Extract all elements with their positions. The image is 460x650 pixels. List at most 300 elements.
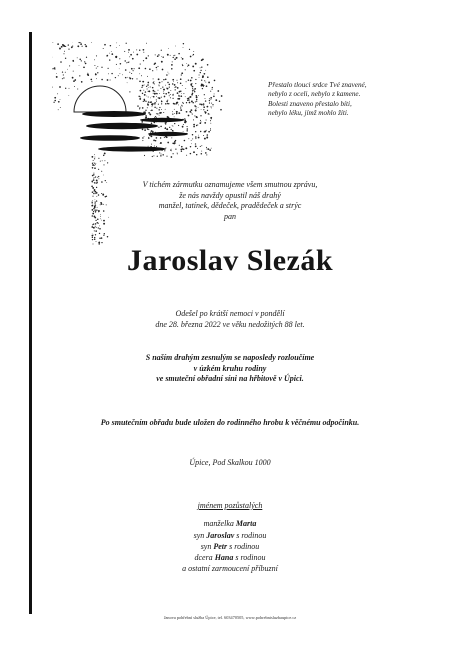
ink-speck bbox=[143, 99, 145, 101]
ink-speck bbox=[181, 151, 182, 152]
ink-speck bbox=[192, 134, 193, 135]
ink-speck bbox=[192, 86, 194, 88]
ink-speck bbox=[95, 223, 97, 225]
survivor-name: Marta bbox=[235, 519, 257, 529]
ink-speck bbox=[195, 109, 197, 111]
ink-speck bbox=[93, 174, 94, 175]
ink-speck bbox=[198, 135, 199, 136]
ink-speck bbox=[163, 79, 164, 80]
ink-speck bbox=[196, 117, 198, 119]
ink-speck bbox=[161, 103, 162, 104]
ink-speck bbox=[56, 73, 57, 74]
ink-speck bbox=[128, 52, 129, 53]
ink-speck bbox=[54, 97, 56, 99]
ink-speck bbox=[190, 56, 192, 58]
ink-speck bbox=[151, 144, 152, 145]
ink-speck bbox=[140, 64, 141, 65]
ink-speck bbox=[142, 137, 143, 138]
ink-speck bbox=[195, 146, 196, 147]
ink-speck bbox=[155, 116, 156, 117]
ink-speck bbox=[193, 151, 195, 153]
ink-speck bbox=[116, 43, 117, 44]
ink-speck bbox=[145, 110, 146, 111]
ink-speck bbox=[103, 235, 104, 236]
ink-speck bbox=[69, 88, 70, 89]
ink-speck bbox=[209, 98, 210, 99]
ink-speck bbox=[192, 83, 193, 84]
ink-speck bbox=[92, 239, 93, 240]
ink-speck bbox=[189, 102, 191, 104]
ink-speck bbox=[85, 63, 87, 65]
ink-speck bbox=[211, 148, 212, 149]
ink-speck bbox=[214, 93, 215, 94]
intro-line: pan bbox=[224, 211, 236, 221]
ink-speck bbox=[96, 78, 97, 79]
ink-speck bbox=[107, 79, 109, 81]
ink-speck bbox=[152, 156, 153, 157]
ink-speck bbox=[189, 111, 191, 113]
ink-speck bbox=[204, 138, 206, 140]
ink-speck bbox=[148, 112, 150, 114]
ink-speck bbox=[158, 90, 159, 91]
ink-speck bbox=[177, 153, 178, 154]
ink-speck bbox=[205, 100, 206, 101]
ink-speck bbox=[165, 124, 166, 125]
ink-speck bbox=[150, 86, 151, 87]
ink-speck bbox=[132, 58, 134, 60]
ink-speck bbox=[115, 56, 116, 57]
ink-speck bbox=[98, 158, 99, 159]
ink-speck bbox=[177, 87, 179, 89]
ink-speck bbox=[168, 48, 169, 49]
ink-speck bbox=[186, 81, 187, 82]
ink-speck bbox=[172, 111, 173, 112]
ink-speck bbox=[110, 45, 111, 46]
ink-speck bbox=[208, 81, 210, 83]
ink-speck bbox=[129, 72, 130, 73]
ink-speck bbox=[109, 59, 110, 60]
ink-speck bbox=[207, 106, 209, 108]
ink-speck bbox=[145, 117, 147, 119]
ink-speck bbox=[81, 81, 83, 83]
ink-speck bbox=[107, 236, 108, 237]
ink-speck bbox=[153, 96, 155, 98]
ink-speck bbox=[103, 48, 104, 49]
survivor-name: Petr bbox=[213, 541, 228, 551]
ink-speck bbox=[156, 101, 157, 102]
ink-speck bbox=[174, 141, 176, 143]
ink-speck bbox=[159, 152, 160, 153]
ink-speck bbox=[63, 77, 64, 78]
ink-speck bbox=[65, 72, 66, 73]
ink-speck bbox=[92, 163, 93, 164]
ink-speck bbox=[173, 94, 174, 95]
ink-speck bbox=[170, 55, 171, 56]
ink-speck bbox=[178, 125, 179, 126]
ink-speck bbox=[128, 49, 130, 51]
ink-speck bbox=[190, 153, 191, 154]
ink-speck bbox=[139, 107, 140, 108]
ink-speck bbox=[98, 223, 99, 224]
ink-speck bbox=[155, 140, 156, 141]
ink-speck bbox=[181, 72, 183, 74]
ink-speck bbox=[100, 161, 101, 162]
ink-speck bbox=[205, 130, 207, 132]
ink-speck bbox=[52, 42, 53, 43]
ink-speck bbox=[146, 96, 147, 97]
ink-speck bbox=[163, 112, 164, 113]
ink-speck bbox=[157, 66, 158, 67]
ink-speck bbox=[162, 86, 163, 87]
ink-speck bbox=[208, 148, 210, 150]
ink-speck bbox=[94, 158, 95, 159]
ink-speck bbox=[195, 136, 197, 138]
ink-speck bbox=[93, 223, 94, 224]
ink-speck bbox=[160, 143, 161, 144]
ink-speck bbox=[188, 98, 190, 100]
ink-speck bbox=[92, 167, 94, 169]
ink-speck bbox=[144, 84, 145, 85]
ink-speck bbox=[166, 128, 168, 130]
ink-speck bbox=[176, 57, 178, 59]
ink-speck bbox=[178, 104, 179, 105]
ink-speck bbox=[193, 70, 195, 72]
ink-speck bbox=[146, 86, 147, 87]
ink-speck bbox=[181, 93, 182, 94]
ink-speck bbox=[200, 72, 201, 73]
ink-speck bbox=[203, 105, 204, 106]
ink-speck bbox=[195, 63, 197, 65]
ink-speck bbox=[147, 89, 148, 90]
ink-speck bbox=[195, 143, 196, 144]
ink-speck bbox=[125, 69, 127, 71]
ink-speck bbox=[201, 145, 202, 146]
ink-speck bbox=[92, 164, 94, 166]
ink-speck bbox=[152, 87, 154, 89]
suffix: s rodinou bbox=[233, 553, 266, 563]
ink-speck bbox=[204, 73, 206, 75]
suffix: s rodinou bbox=[234, 530, 267, 540]
ink-speck bbox=[192, 90, 193, 91]
farewell-line: v úzkém kruhu rodiny bbox=[193, 363, 267, 373]
ink-speck bbox=[108, 68, 109, 69]
ink-speck bbox=[77, 57, 78, 58]
ink-speck bbox=[211, 103, 212, 104]
ink-speck bbox=[195, 79, 196, 80]
ink-speck bbox=[127, 77, 128, 78]
ink-speck bbox=[182, 102, 183, 103]
ink-speck bbox=[195, 101, 196, 102]
ink-speck bbox=[211, 108, 212, 109]
ink-speck bbox=[153, 78, 154, 79]
ink-speck bbox=[196, 154, 197, 155]
ink-speck bbox=[183, 149, 185, 151]
ink-speck bbox=[99, 226, 100, 227]
intro-line: že nás navždy opustil náš drahý bbox=[179, 190, 281, 200]
ink-speck bbox=[194, 115, 195, 116]
ink-speck bbox=[193, 119, 194, 120]
ink-speck bbox=[185, 69, 186, 70]
ink-speck bbox=[148, 55, 149, 56]
ink-speck bbox=[177, 92, 179, 94]
ink-speck bbox=[147, 76, 148, 77]
ink-speck bbox=[153, 81, 154, 82]
ink-speck bbox=[159, 107, 160, 108]
ink-speck bbox=[94, 65, 95, 66]
ink-speck bbox=[94, 59, 95, 60]
ink-speck bbox=[192, 93, 194, 95]
ink-speck bbox=[68, 48, 69, 49]
ink-speck bbox=[193, 51, 194, 52]
ink-speck bbox=[205, 111, 206, 112]
ink-speck bbox=[101, 67, 102, 68]
ink-speck bbox=[140, 90, 142, 92]
ink-speck bbox=[172, 130, 174, 132]
ink-speck bbox=[178, 53, 180, 55]
ink-speck bbox=[201, 104, 203, 106]
ink-speck bbox=[181, 106, 182, 107]
address: Úpice, Pod Skalkou 1000 bbox=[189, 458, 271, 467]
ink-speck bbox=[96, 55, 97, 56]
ink-speck bbox=[111, 53, 113, 55]
ink-speck bbox=[97, 66, 98, 67]
ink-speck bbox=[95, 163, 96, 164]
ink-speck bbox=[102, 160, 103, 161]
ink-speck bbox=[155, 104, 156, 105]
ink-speck bbox=[141, 75, 142, 76]
ink-speck bbox=[201, 85, 203, 87]
ink-speck bbox=[129, 77, 131, 79]
ink-speck bbox=[191, 101, 193, 103]
ink-speck bbox=[201, 67, 202, 68]
ink-speck bbox=[202, 76, 204, 78]
ink-speck bbox=[60, 61, 62, 63]
ink-speck bbox=[104, 233, 105, 234]
ink-speck bbox=[167, 54, 169, 56]
ink-speck bbox=[148, 101, 149, 102]
ink-speck bbox=[185, 120, 186, 121]
ink-speck bbox=[94, 154, 95, 155]
ink-speck bbox=[171, 137, 172, 138]
ink-speck bbox=[142, 93, 143, 94]
ink-speck bbox=[161, 56, 162, 57]
ink-speck bbox=[196, 95, 197, 96]
ink-speck bbox=[153, 155, 154, 156]
ink-speck bbox=[180, 83, 182, 85]
ink-speck bbox=[173, 55, 174, 56]
ink-speck bbox=[152, 96, 153, 97]
ink-speck bbox=[129, 91, 130, 92]
ink-speck bbox=[67, 69, 68, 70]
ink-speck bbox=[98, 176, 99, 177]
ink-speck bbox=[119, 73, 120, 74]
ink-speck bbox=[201, 59, 203, 61]
ink-speck bbox=[201, 80, 202, 81]
ink-speck bbox=[98, 169, 99, 170]
ink-speck bbox=[99, 233, 100, 234]
ink-speck bbox=[72, 46, 73, 47]
ink-speck bbox=[147, 82, 149, 84]
ink-speck bbox=[192, 114, 193, 115]
ink-speck bbox=[152, 70, 153, 71]
ink-speck bbox=[190, 80, 192, 82]
ink-speck bbox=[161, 61, 163, 63]
ink-speck bbox=[148, 146, 149, 147]
ink-speck bbox=[57, 43, 59, 45]
ink-speck bbox=[129, 62, 130, 63]
ink-speck bbox=[133, 52, 134, 53]
ink-speck bbox=[188, 64, 190, 66]
ink-speck bbox=[162, 56, 163, 57]
deceased-name: Jaroslav Slezák bbox=[126, 244, 334, 277]
ink-speck bbox=[152, 106, 153, 107]
ink-speck bbox=[170, 90, 171, 91]
ink-speck bbox=[134, 68, 135, 69]
ink-speck bbox=[94, 167, 96, 169]
ink-speck bbox=[194, 91, 195, 92]
ink-speck bbox=[80, 42, 81, 43]
ink-speck bbox=[58, 109, 59, 110]
ink-speck bbox=[145, 57, 147, 59]
ink-speck bbox=[174, 113, 175, 114]
ink-speck bbox=[74, 86, 75, 87]
ink-speck bbox=[158, 84, 159, 85]
ink-speck bbox=[220, 109, 222, 111]
ink-speck bbox=[181, 105, 182, 106]
intro-line: V tichém zármutku oznamujeme všem smutnou zprávu, bbox=[142, 180, 318, 189]
ink-speck bbox=[211, 118, 212, 119]
ink-speck bbox=[165, 147, 166, 148]
ink-speck bbox=[206, 147, 207, 148]
ink-speck bbox=[94, 165, 95, 166]
ink-speck bbox=[148, 87, 149, 88]
ink-speck bbox=[150, 110, 151, 111]
ink-speck bbox=[197, 124, 198, 125]
ink-speck bbox=[160, 137, 161, 138]
ink-speck bbox=[154, 145, 155, 146]
ink-speck bbox=[143, 101, 144, 102]
ink-speck bbox=[183, 43, 184, 44]
ink-speck bbox=[174, 87, 175, 88]
ink-speck bbox=[111, 73, 112, 74]
ink-speck bbox=[142, 107, 144, 109]
ink-speck bbox=[95, 164, 96, 165]
ink-speck bbox=[98, 227, 99, 228]
ink-speck bbox=[198, 95, 199, 96]
ink-speck bbox=[164, 150, 165, 151]
ink-speck bbox=[171, 151, 172, 152]
ink-speck bbox=[154, 62, 156, 64]
ink-speck bbox=[153, 82, 154, 83]
ink-speck bbox=[61, 46, 63, 48]
ink-speck bbox=[150, 135, 152, 137]
ink-speck bbox=[91, 81, 92, 82]
ink-speck bbox=[156, 93, 157, 94]
ink-speck bbox=[99, 228, 101, 230]
ink-speck bbox=[217, 90, 219, 92]
ink-speck bbox=[149, 68, 151, 70]
ink-speck bbox=[195, 131, 196, 132]
ink-speck bbox=[171, 64, 173, 66]
ink-speck bbox=[188, 79, 189, 80]
ink-speck bbox=[158, 104, 159, 105]
ink-speck bbox=[181, 146, 183, 148]
ink-speck bbox=[103, 155, 104, 156]
ink-speck bbox=[59, 48, 61, 50]
ink-speck bbox=[144, 155, 145, 156]
ink-speck bbox=[99, 238, 100, 239]
ink-speck bbox=[207, 110, 208, 111]
ink-speck bbox=[141, 121, 143, 123]
ink-speck bbox=[171, 156, 173, 158]
ink-speck bbox=[154, 107, 155, 108]
ink-speck bbox=[156, 108, 157, 109]
ink-speck bbox=[71, 46, 73, 48]
ink-speck bbox=[79, 65, 80, 66]
ink-speck bbox=[94, 163, 95, 164]
ink-speck bbox=[184, 118, 185, 119]
ink-speck bbox=[188, 138, 189, 139]
ink-speck bbox=[162, 69, 164, 71]
ink-speck bbox=[107, 162, 108, 163]
ink-speck bbox=[133, 70, 134, 71]
ink-speck bbox=[192, 55, 193, 56]
ink-speck bbox=[79, 59, 81, 61]
ink-speck bbox=[206, 137, 208, 139]
ink-speck bbox=[203, 106, 205, 108]
survivor-line bbox=[0, 552, 460, 563]
ink-speck bbox=[193, 126, 195, 128]
ink-speck bbox=[164, 137, 165, 138]
ink-speck bbox=[190, 146, 191, 147]
ink-speck bbox=[170, 149, 171, 150]
ink-speck bbox=[137, 105, 138, 106]
ink-speck bbox=[212, 104, 213, 105]
ink-speck bbox=[201, 122, 202, 123]
ink-speck bbox=[74, 79, 76, 81]
ink-speck bbox=[197, 148, 198, 149]
ink-speck bbox=[58, 101, 60, 103]
ink-speck bbox=[63, 74, 64, 75]
ink-speck bbox=[190, 109, 192, 111]
poem-line: Přestalo tlouci srdce Tvé znavené, bbox=[268, 81, 367, 89]
ink-speck bbox=[143, 60, 144, 61]
ink-speck bbox=[95, 176, 96, 177]
ink-speck bbox=[142, 129, 144, 131]
ink-speck bbox=[200, 115, 201, 116]
relation: a ostatní zarmoucení příbuzní bbox=[182, 564, 278, 574]
ink-speck bbox=[186, 111, 188, 113]
ink-speck bbox=[148, 91, 149, 92]
ink-speck bbox=[160, 142, 162, 144]
ink-speck bbox=[69, 65, 70, 66]
ink-speck bbox=[195, 138, 196, 139]
ink-speck bbox=[60, 107, 61, 108]
ink-speck bbox=[187, 126, 188, 127]
ink-speck bbox=[151, 130, 153, 132]
ink-speck bbox=[203, 86, 204, 87]
ink-speck bbox=[110, 80, 111, 81]
ink-speck bbox=[159, 97, 161, 99]
ink-speck bbox=[78, 42, 79, 43]
ink-speck bbox=[115, 77, 116, 78]
ink-speck bbox=[85, 45, 87, 47]
ink-speck bbox=[124, 51, 125, 52]
ink-speck bbox=[199, 77, 200, 78]
ink-speck bbox=[186, 102, 187, 103]
ink-speck bbox=[154, 91, 155, 92]
ink-speck bbox=[103, 175, 104, 176]
